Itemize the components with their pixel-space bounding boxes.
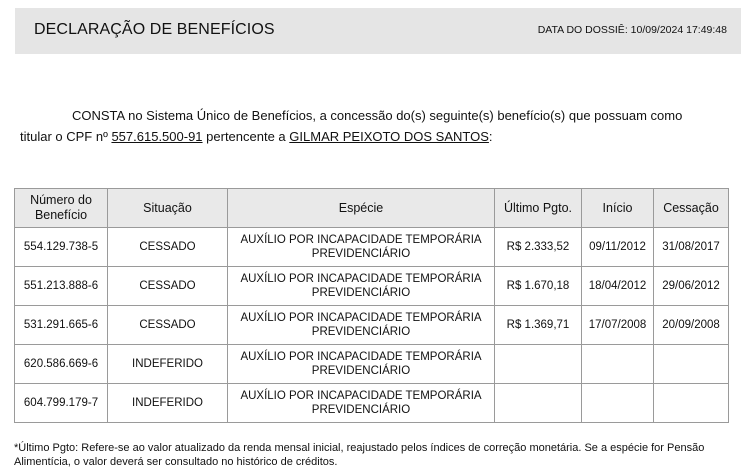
benefit-status: CESSADO — [108, 228, 228, 267]
dossier-date: DATA DO DOSSIÊ: 10/09/2024 17:49:48 — [537, 24, 727, 36]
table-row — [15, 306, 729, 345]
benefit-start: 18/04/2012 — [582, 267, 654, 306]
benefit-status: INDEFERIDO — [108, 384, 228, 423]
statement-line-1: CONSTA no Sistema Único de Benefícios, a concessão do(s) seguinte(s) benefício(s) que possuam como — [72, 108, 683, 123]
benefit-last-payment: R$ 2.333,52 — [495, 228, 582, 267]
benefit-status: INDEFERIDO — [108, 345, 228, 384]
benefit-species: AUXÍLIO POR INCAPACIDADE TEMPORÁRIA PREVIDENCIÁRIO — [228, 384, 495, 423]
holder-name: GILMAR PEIXOTO DOS SANTOS — [289, 129, 489, 144]
benefit-number: 551.213.888-6 — [15, 267, 108, 306]
benefit-species: AUXÍLIO POR INCAPACIDADE TEMPORÁRIA PREVIDENCIÁRIO — [228, 228, 495, 267]
header-status: Situação — [108, 189, 228, 228]
statement-line-2 — [20, 126, 732, 147]
table-row — [15, 345, 729, 384]
benefit-last-payment: R$ 1.369,71 — [495, 306, 582, 345]
statement-prefix: titular o CPF nº — [20, 129, 112, 144]
document-header — [15, 8, 741, 54]
cpf-number: 557.615.500-91 — [111, 129, 203, 144]
benefit-start: 17/07/2008 — [582, 306, 654, 345]
header-last-payment: Último Pgto. — [495, 189, 582, 228]
benefit-number: 604.799.179-7 — [15, 384, 108, 423]
declaration-statement — [20, 105, 732, 147]
benefits-table — [14, 188, 729, 423]
benefit-status: CESSADO — [108, 267, 228, 306]
statement-suffix: : — [488, 129, 493, 144]
benefit-status: CESSADO — [108, 306, 228, 345]
table-row — [15, 384, 729, 423]
table-row — [15, 228, 729, 267]
benefit-end — [654, 384, 729, 423]
benefit-species: AUXÍLIO POR INCAPACIDADE TEMPORÁRIA PREVIDENCIÁRIO — [228, 267, 495, 306]
benefit-end: 29/06/2012 — [654, 267, 729, 306]
table-row — [15, 267, 729, 306]
header-start: Início — [582, 189, 654, 228]
header-benefit-number: Número do Benefício — [15, 189, 108, 228]
benefit-start: 09/11/2012 — [582, 228, 654, 267]
benefit-start — [582, 384, 654, 423]
benefit-last-payment — [495, 345, 582, 384]
benefit-number: 531.291.665-6 — [15, 306, 108, 345]
benefit-end: 20/09/2008 — [654, 306, 729, 345]
benefit-end — [654, 345, 729, 384]
footnote: *Último Pgto: Refere-se ao valor atualizado da renda mensal inicial, reajustado pelos índices de correção monetária. Se a espécie for Pensão Alimentícia, o valor deverá ser consultado no histórico de créditos. — [14, 442, 705, 468]
benefit-species: AUXÍLIO POR INCAPACIDADE TEMPORÁRIA PREVIDENCIÁRIO — [228, 306, 495, 345]
statement-middle: pertencente a — [202, 129, 290, 144]
benefit-end: 31/08/2017 — [654, 228, 729, 267]
benefit-last-payment: R$ 1.670,18 — [495, 267, 582, 306]
benefit-species: AUXÍLIO POR INCAPACIDADE TEMPORÁRIA PREVIDENCIÁRIO — [228, 345, 495, 384]
benefit-number: 554.129.738-5 — [15, 228, 108, 267]
benefit-start — [582, 345, 654, 384]
header-species: Espécie — [228, 189, 495, 228]
benefit-last-payment — [495, 384, 582, 423]
benefit-number: 620.586.669-6 — [15, 345, 108, 384]
header-end: Cessação — [654, 189, 729, 228]
table-header-row — [15, 189, 729, 228]
page-title: DECLARAÇÃO DE BENEFÍCIOS — [34, 21, 275, 38]
